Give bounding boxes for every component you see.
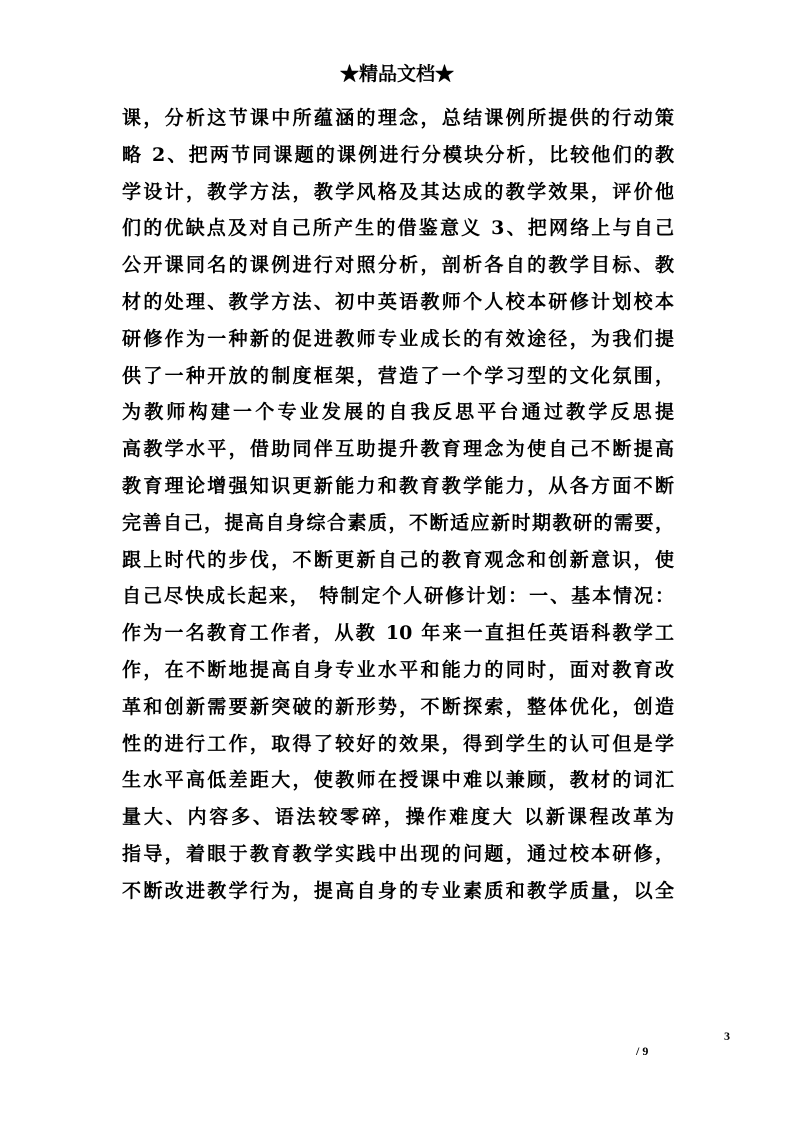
body-line: 们的优缺点及对自己所产生的借鉴意义 3、把网络上与自己 <box>122 217 674 240</box>
body-line: 革和创新需要新突破的新形势，不断探索，整体优化，创造 <box>122 695 674 718</box>
body-line: 供了一种开放的制度框架，营造了一个学习型的文化氛围， <box>122 364 674 387</box>
body-line: 自己尽快成长起来， 特制定个人研修计划：一、基本情况： <box>122 585 674 608</box>
body-line: 材的处理、教学方法、初中英语教师个人校本研修计划校本 <box>122 290 674 313</box>
body-line: 为教师构建一个专业发展的自我反思平台通过教学反思提 <box>122 401 674 424</box>
page-total: / 9 <box>636 1044 649 1058</box>
body-line: 性的进行工作，取得了较好的效果，得到学生的认可但是学 <box>122 732 674 755</box>
body-line: 完善自己，提高自身综合素质，不断适应新时期教研的需要， <box>122 511 674 534</box>
body-line: 公开课同名的课例进行对照分析，剖析各自的教学目标、教 <box>122 254 674 277</box>
body-line: 作，在不断地提高自身专业水平和能力的同时，面对教育改 <box>122 658 674 681</box>
body-line: 指导，着眼于教育教学实践中出现的问题，通过校本研修， <box>122 842 674 865</box>
document-header-title: ★精品文档★ <box>339 63 454 85</box>
body-line: 生水平高低差距大，使教师在授课中难以兼顾，教材的词汇 <box>122 769 674 792</box>
page-number: 3 <box>724 1029 730 1043</box>
body-line: 研修作为一种新的促进教师专业成长的有效途径，为我们提 <box>122 327 674 350</box>
body-line: 教育理论增强知识更新能力和教育教学能力，从各方面不断 <box>122 474 674 497</box>
body-line: 量大、内容多、语法较零碎，操作难度大 以新课程改革为 <box>122 806 674 829</box>
body-line: 高教学水平，借助同伴互助提升教育理念为使自己不断提高 <box>122 438 674 461</box>
body-line: 略 2、把两节同课题的课例进行分模块分析，比较他们的教 <box>122 143 674 166</box>
body-line: 学设计，教学方法，教学风格及其达成的教学效果，评价他 <box>122 180 674 203</box>
body-line: 不断改进教学行为，提高自身的专业素质和教学质量，以全 <box>122 879 674 902</box>
body-line: 课，分析这节课中所蕴涵的理念，总结课例所提供的行动策 <box>122 107 674 129</box>
body-line: 跟上时代的步伐，不断更新自己的教育观念和创新意识，使 <box>122 548 674 571</box>
body-line: 作为一名教育工作者，从教 10 年来一直担任英语科教学工 <box>122 622 674 645</box>
document-body <box>122 100 674 910</box>
